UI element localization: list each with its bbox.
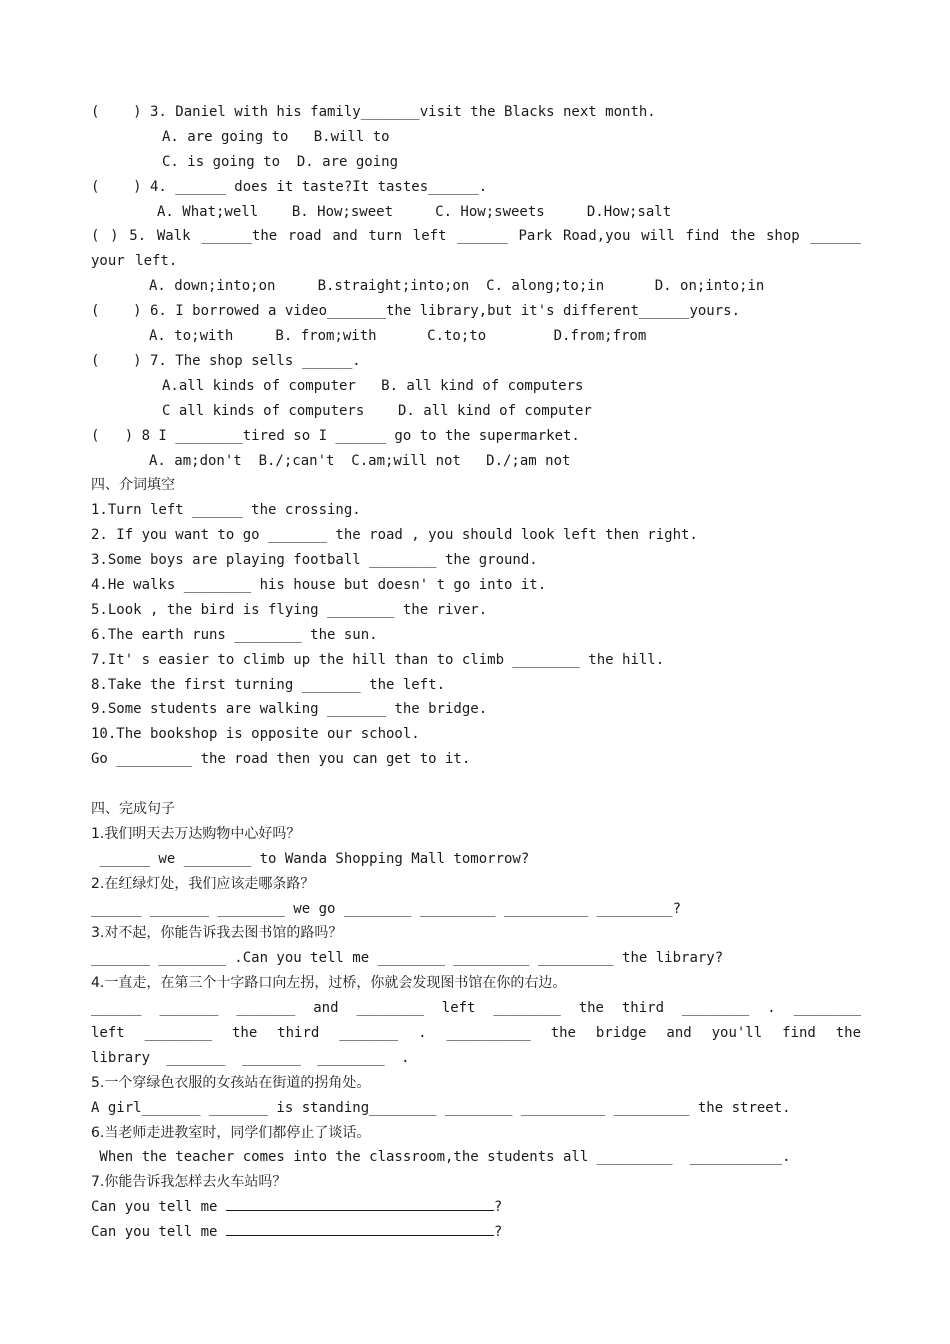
question-8-options: A. am;don't B./;can't C.am;will not D./;am not: [149, 452, 571, 469]
prep-item-7: 7.It' s easier to climb up the hill than to climb ________ the hill.: [91, 651, 665, 668]
sentence-4-chinese: 4.一直走，在第三个十字路口向左拐，过桥，你就会发现图书馆在你的右边。: [91, 975, 567, 992]
sentence-2-chinese: 2.在红绿灯处，我们应该走哪条路？: [91, 875, 315, 892]
sentence-4-english: ______ _______ _______ and ________ left ________ the third ________ . ________ left ________ the third _______ . __________ the bridge and you'll find the library _______ _______ ________ .: [91, 1000, 861, 1066]
question-7-stem: ( ) 7. The shop sells ______.: [91, 352, 361, 369]
worksheet-page: [91, 100, 861, 1245]
prep-item-8: 8.Take the first turning _______ the left.: [91, 676, 446, 693]
sentence-7-prefix: Can you tell me: [91, 1199, 218, 1216]
prep-item-10-continuation: Go _________ the road then you can get to it.: [91, 751, 471, 768]
sentence-1-english: ______ we ________ to Wanda Shopping Mall tomorrow?: [91, 850, 530, 867]
question-8-stem: ( ) 8 I ________tired so I ______ go to the supermarket.: [91, 427, 580, 444]
sentence-6-english: When the teacher comes into the classroom,the students all _________ ___________.: [91, 1149, 791, 1166]
section-heading-complete-sentences: 四、完成句子: [91, 800, 175, 817]
question-5-options: A. down;into;on B.straight;into;on C. along;to;in D. on;into;in: [149, 278, 765, 295]
answer-blank[interactable]: [226, 1196, 494, 1211]
question-5-stem: ( ) 5. Walk ______the road and turn left ______ Park Road,you will find the shop ______ your left.: [91, 228, 861, 270]
question-3-options-cd: C. is going to D. are going: [162, 153, 399, 170]
prep-item-1: 1.Turn left ______ the crossing.: [91, 502, 361, 519]
prep-item-3: 3.Some boys are playing football ________ the ground.: [91, 552, 538, 569]
question-4-stem: ( ) 4. ______ does it taste?It tastes______.: [91, 178, 488, 195]
question-7-options-cd: C all kinds of computers D. all kind of computer: [162, 402, 592, 419]
question-mark: ?: [493, 1199, 503, 1216]
question-4-options: A. What;well B. How;sweet C. How;sweets D.How;salt: [157, 203, 672, 220]
sentence-7-english-line-2: [91, 1220, 861, 1245]
question-3-stem: ( ) 3. Daniel with his family_______visit the Blacks next month.: [91, 104, 656, 120]
sentence-5-english: A girl_______ _______ is standing________ ________ __________ _________ the street.: [91, 1099, 791, 1116]
sentence-5-chinese: 5.一个穿绿色衣服的女孩站在街道的拐角处。: [91, 1074, 371, 1091]
question-mark: ?: [493, 1224, 503, 1241]
section-heading-prepositions: 四、介词填空: [91, 477, 175, 494]
prep-item-6: 6.The earth runs ________ the sun.: [91, 626, 378, 643]
prep-item-2: 2. If you want to go _______ the road , you should look left then right.: [91, 527, 698, 544]
prep-item-10: 10.The bookshop is opposite our school.: [91, 726, 420, 743]
sentence-3-chinese: 3.对不起，你能告诉我去图书馆的路吗？: [91, 925, 343, 942]
sentence-1-chinese: 1.我们明天去万达购物中心好吗？: [91, 825, 301, 842]
sentence-6-chinese: 6.当老师走进教室时，同学们都停止了谈话。: [91, 1124, 371, 1141]
question-3-options-ab: A. are going to B.will to: [162, 128, 390, 145]
question-7-options-ab: A.all kinds of computer B. all kind of computers: [162, 377, 584, 394]
sentence-7-chinese: 7.你能告诉我怎样去火车站吗？: [91, 1174, 287, 1191]
sentence-7-prefix: Can you tell me: [91, 1224, 218, 1241]
answer-blank[interactable]: [226, 1221, 494, 1236]
question-6-options: A. to;with B. from;with C.to;to D.from;from: [149, 328, 647, 345]
sentence-7-english-line-1: [91, 1195, 861, 1220]
prep-item-4: 4.He walks ________ his house but doesn' t go into it.: [91, 576, 547, 593]
spacer: [91, 772, 861, 797]
sentence-3-english: _______ ________ .Can you tell me ________ _________ _________ the library?: [91, 950, 724, 967]
question-6-stem: ( ) 6. I borrowed a video_______the library,but it's different______yours.: [91, 303, 741, 320]
prep-item-5: 5.Look , the bird is flying ________ the river.: [91, 601, 488, 618]
prep-item-9: 9.Some students are walking _______ the bridge.: [91, 701, 488, 718]
sentence-2-english: ______ _______ ________ we go ________ _________ __________ _________?: [91, 900, 682, 917]
